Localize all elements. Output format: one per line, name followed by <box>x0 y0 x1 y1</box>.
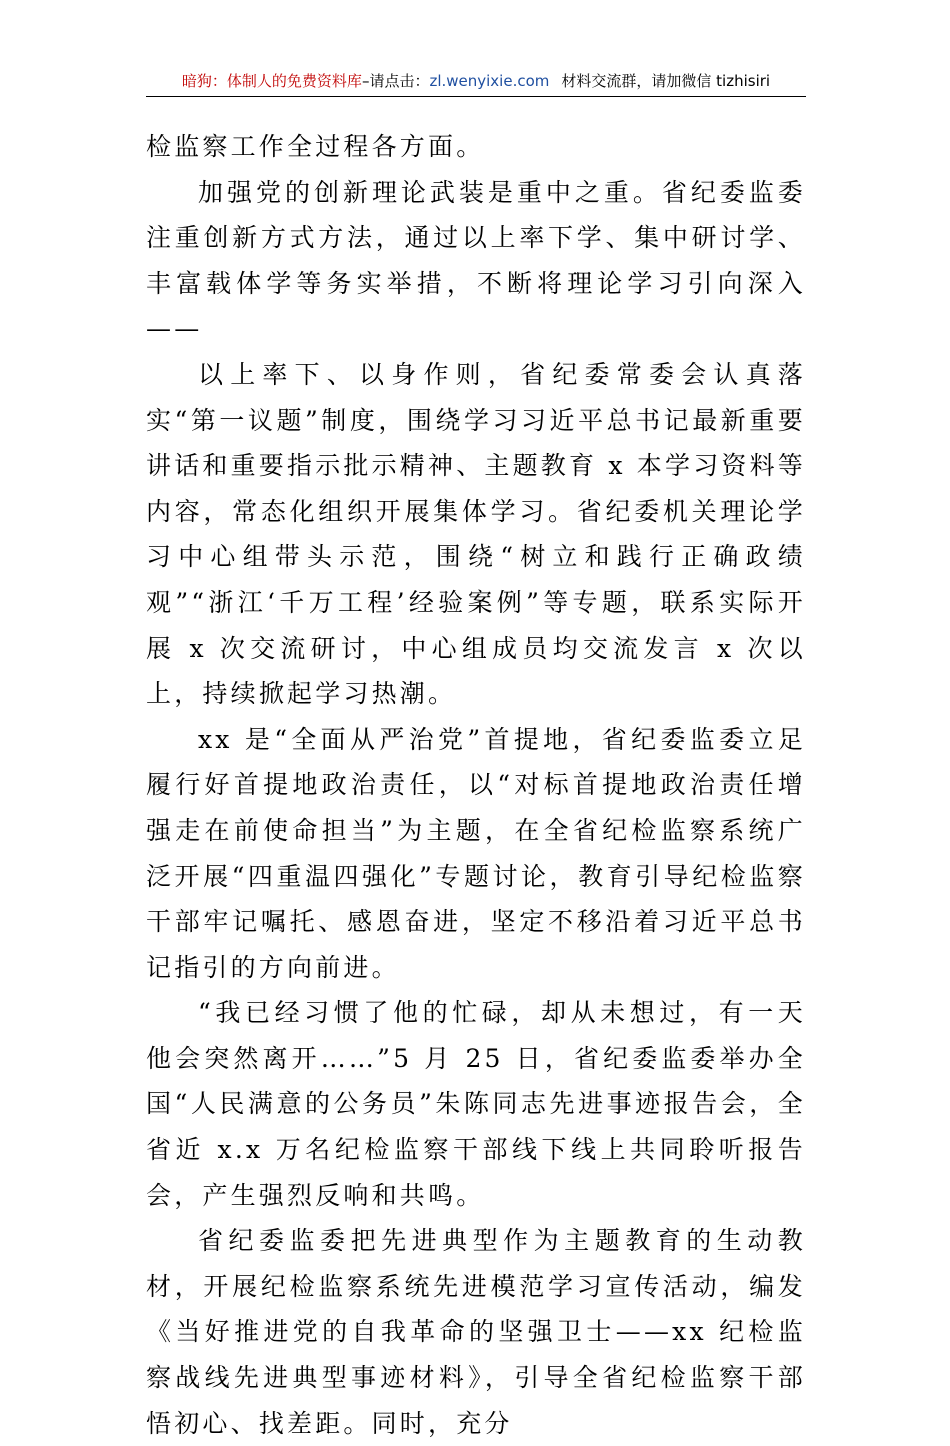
page-header <box>146 68 806 97</box>
paragraph: 加强党的创新理论武装是重中之重。省纪委监委注重创新方式方法，通过以上率下学、集中研讨学、丰富载体学等务实举措，不断将理论学习引向深入—— <box>146 177 806 344</box>
paragraph: “我已经习惯了他的忙碌，却从未想过，有一天他会突然离开……”5 月 25 日，省纪委监委举办全国“人民满意的公务员”朱陈同志先进事迹报告会，全省近 x.x 万名纪检监察干部线下线上共同聆听报告会，产生强烈反响和共鸣。 <box>146 998 806 1210</box>
paragraph: 以上率下、以身作则，省纪委常委会认真落实“第一议题”制度，围绕学习习近平总书记最新重要讲话和重要指示批示精神、主题教育 x 本学习资料等内容，常态化组织开展集体学习。省纪委机关理论学习中心组带头示范，围绕“树立和践行正确政绩观”“浙江‘千万工程’经验案例”等专题，联系实际开展 x 次交流研讨，中心组成员均交流发言 x 次以上，持续掀起学习热潮。 <box>146 359 806 709</box>
paragraph: 省纪委监委把先进典型作为主题教育的生动教材，开展纪检监察系统先进模范学习宣传活动，编发《当好推进党的自我革命的坚强卫士——xx 纪检监察战线先进典型事迹材料》，引导全省纪检监察干部悟初心、找差距。同时，充分 <box>146 1226 806 1438</box>
header-brand: 暗狗：体制人的免费资料库 <box>181 72 362 90</box>
header-click-label: –请点击： <box>361 72 430 90</box>
paragraph: xx 是“全面从严治党”首提地，省纪委监委立足履行好首提地政治责任，以“对标首提地政治责任增强走在前使命担当”为主题，在全省纪检监察系统广泛开展“四重温四强化”专题讨论，教育引导纪检监察干部牢记嘱托、感恩奋进，坚定不移沿着习近平总书记指引的方向前进。 <box>146 724 806 982</box>
header-contact: 材料交流群，请加微信 tizhisiri <box>561 72 771 90</box>
paragraph-continuation: 检监察工作全过程各方面。 <box>146 132 485 161</box>
header-url-link[interactable]: zl.wenyixie.com <box>429 72 550 90</box>
document-body <box>146 124 806 1446</box>
